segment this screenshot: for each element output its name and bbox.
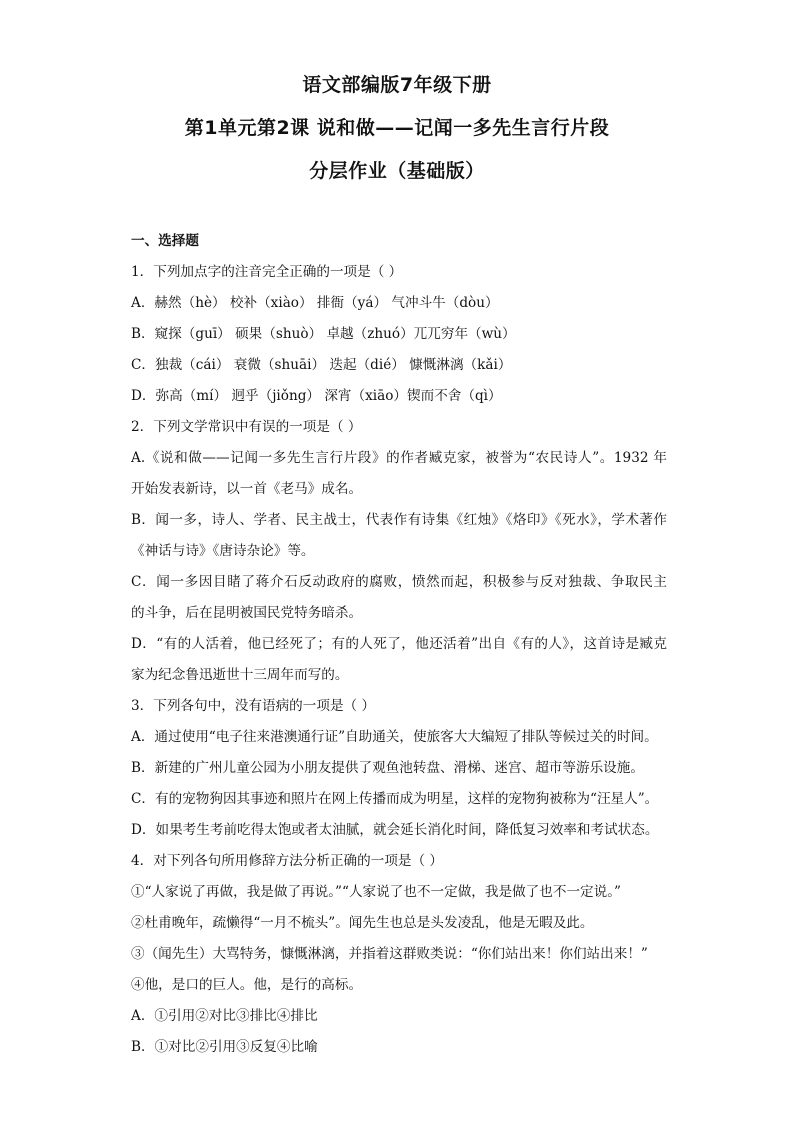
title-line-1: 语文部编版7年级下册: [302, 74, 492, 96]
title-line-2: 第1单元第2课 说和做——记闻一多先生言行片段: [184, 117, 610, 139]
q3-stem: 3．下列各句中，没有语病的一项是（ ）: [131, 698, 376, 714]
q1-option-d: D．弥高（mí） 迥乎（jiǒng） 深宵（xiāo）锲而不舍（qì）: [131, 388, 502, 404]
q4-sentence-1: ①“人家说了再做，我是做了再说。”“人家说了也不一定做，我是做了也不一定说。”: [131, 884, 621, 900]
q3-option-b: B．新建的广州儿童公园为小朋友提供了观鱼池转盘、滑梯、迷宫、超市等游乐设施。: [131, 760, 644, 776]
q4-stem: 4．对下列各句所用修辞方法分析正确的一项是（ ）: [131, 853, 444, 869]
title-line-3: 分层作业（基础版）: [309, 160, 485, 182]
q3-option-c: C．有的宠物狗因其事迹和照片在网上传播而成为明星，这样的宠物狗被称为“汪星人”。: [131, 791, 659, 807]
q2-option-a-line2: 开始发表新诗，以一首《老马》成名。: [131, 481, 363, 497]
q1-option-b: B．窥探（guī） 硕果（shuò） 卓越（zhuó）兀兀穷年（wù）: [131, 326, 516, 342]
q4-sentence-4: ④他，是口的巨人。他，是行的高标。: [131, 977, 363, 993]
q2-option-b-line1: B．闻一多，诗人、学者、民主战士，代表作有诗集《红烛》《烙印》《死水》，学术著作: [131, 512, 667, 528]
q2-option-a-line1: A.《说和做——记闻一多先生言行片段》的作者臧克家，被誉为“农民诗人”。1932 年: [131, 450, 667, 466]
q2-option-c-line2: 的斗争，后在昆明被国民党特务暗杀。: [131, 605, 363, 621]
q3-option-d: D．如果考生考前吃得太饱或者太油腻，就会延长消化时间，降低复习效率和考试状态。: [131, 822, 659, 838]
section-heading: 一、选择题: [131, 233, 199, 249]
q2-stem: 2．下列文学常识中有误的一项是（ ）: [131, 419, 362, 435]
q2-option-d-line1: D．“有的人活着，他已经死了；有的人死了，他还活着”出自《有的人》，这首诗是臧克: [131, 636, 667, 652]
q2-option-b-line2: 《神话与诗》《唐诗杂论》等。: [131, 543, 315, 559]
q3-option-a: A．通过使用“电子往来港澳通行证”自助通关，使旅客大大编短了排队等候过关的时间。: [131, 729, 658, 745]
q4-sentence-3: ③（闻先生）大骂特务，慷慨淋漓，并指着这群败类说：“你们站出来！你们站出来！”: [131, 946, 648, 962]
q4-sentence-2: ②杜甫晚年，疏懒得“一月不梳头”。闻先生也总是头发凌乱，他是无暇及此。: [131, 915, 594, 931]
q1-option-c: C．独裁（cái） 衰微（shuāi） 迭起（dié） 慷慨淋漓（kǎi）: [131, 357, 512, 373]
q1-stem: 1．下列加点字的注音完全正确的一项是（ ）: [131, 264, 403, 280]
q4-option-b: B．①对比②引用③反复④比喻: [131, 1039, 318, 1055]
q2-option-d-line2: 家为纪念鲁迅逝世十三周年而写的。: [131, 667, 349, 683]
q4-option-a: A．①引用②对比③排比④排比: [131, 1008, 318, 1024]
q2-option-c-line1: C．闻一多因目睹了蒋介石反动政府的腐败，愤然而起，积极参与反对独裁、争取民主: [131, 574, 667, 590]
q1-option-a: A．赫然（hè） 校补（xiào） 排衙（yá） 气冲斗牛（dòu）: [131, 295, 499, 311]
document-body: [131, 226, 667, 1063]
